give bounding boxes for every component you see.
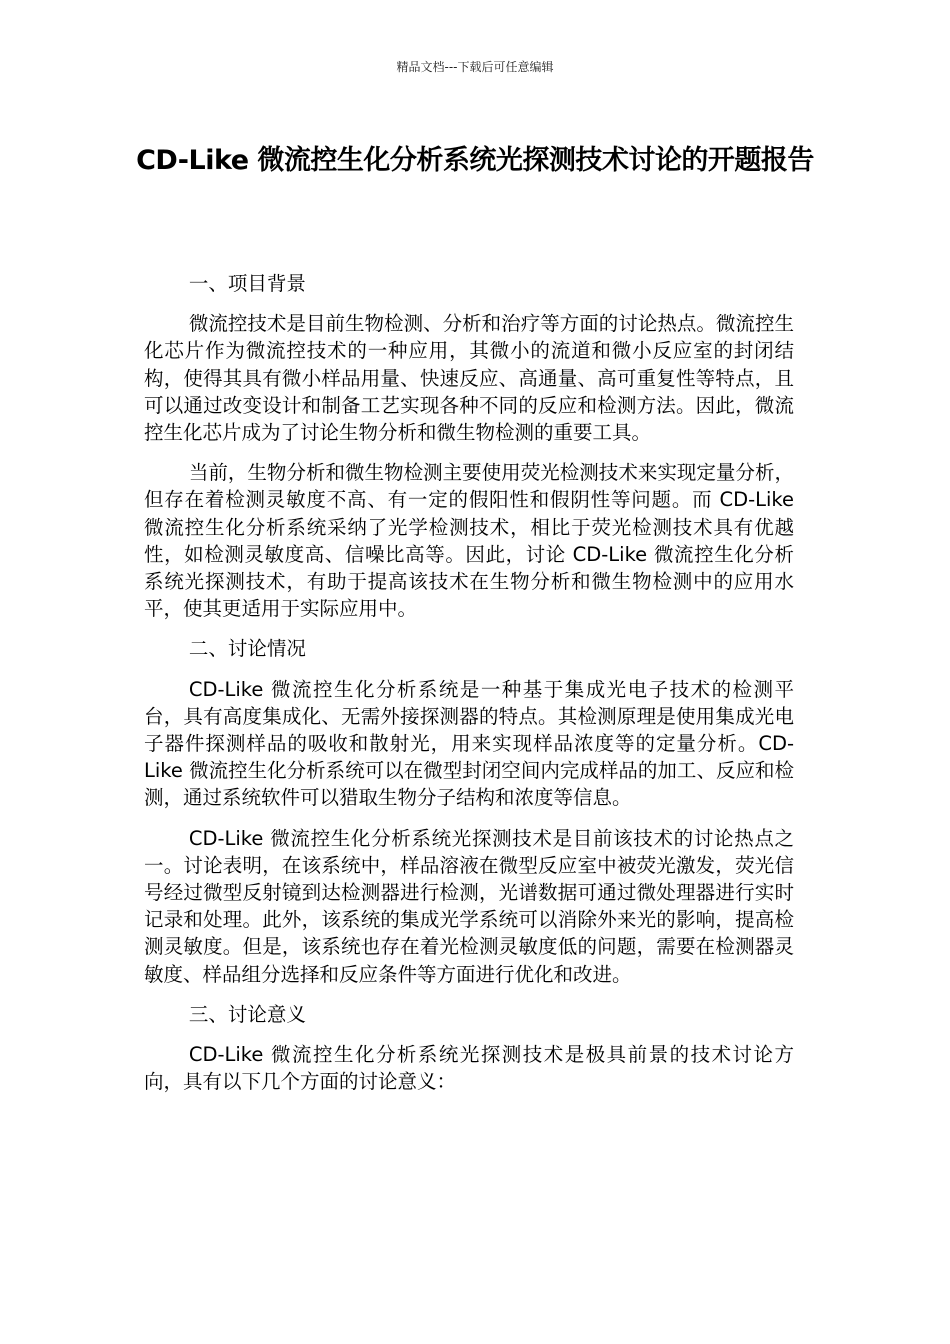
- section-heading-significance: 三、讨论意义: [188, 1002, 306, 1026]
- paragraph: CD-Like 微流控生化分析系统是一种基于集成光电子技术的检测平台，具有高度集成化、无需外接探测器的特点。其检测原理是使用集成光电子器件探测样品的吸收和散射光，用来实现样品浓度等的定量分析。CD-Like 微流控生化分析系统可以在微型封闭空间内完成样品的加工、反应和检测，通过系统软件可以猎取生物分子结构和浓度等信息。: [144, 677, 794, 810]
- paragraph: 微流控技术是目前生物检测、分析和治疗等方面的讨论热点。微流控生化芯片作为微流控技术的一种应用，其微小的流道和微小反应室的封闭结构，使得其具有微小样品用量、快速反应、高通量、高可重复性等特点，且可以通过改变设计和制备工艺实现各种不同的反应和检测方法。因此，微流控生化芯片成为了讨论生物分析和微生物检测的重要工具。: [144, 312, 794, 445]
- paragraph: CD-Like 微流控生化分析系统光探测技术是目前该技术的讨论热点之一。讨论表明，在该系统中，样品溶液在微型反应室中被荧光激发，荧光信号经过微型反射镜到达检测器进行检测，光谱数据可通过微处理器进行实时记录和处理。此外，该系统的集成光学系统可以消除外来光的影响，提高检测灵敏度。但是，该系统也存在着光检测灵敏度低的问题，需要在检测器灵敏度、样品组分选择和反应条件等方面进行优化和改进。: [144, 826, 794, 986]
- paragraph: 当前，生物分析和微生物检测主要使用荧光检测技术来实现定量分析，但存在着检测灵敏度不高、有一定的假阳性和假阴性等问题。而 CD-Like 微流控生化分析系统采纳了光学检测技术，相比于荧光检测技术具有优越性，如检测灵敏度高、信噪比高等。因此，讨论 CD-Like 微流控生化分析系统光探测技术，有助于提高该技术在生物分析和微生物检测中的应用水平，使其更适用于实际应用中。: [144, 461, 794, 621]
- document-title: CD-Like 微流控生化分析系统光探测技术讨论的开题报告: [136, 145, 814, 176]
- header-note: 精品文档---下载后可任意编辑: [396, 60, 554, 74]
- section-heading-background: 一、项目背景: [188, 272, 306, 295]
- section-heading-status: 二、讨论情况: [188, 637, 306, 661]
- document-body: [144, 270, 794, 1108]
- paragraph: CD-Like 微流控生化分析系统光探测技术是极具前景的技术讨论方向，具有以下几个方面的讨论意义：: [144, 1043, 794, 1094]
